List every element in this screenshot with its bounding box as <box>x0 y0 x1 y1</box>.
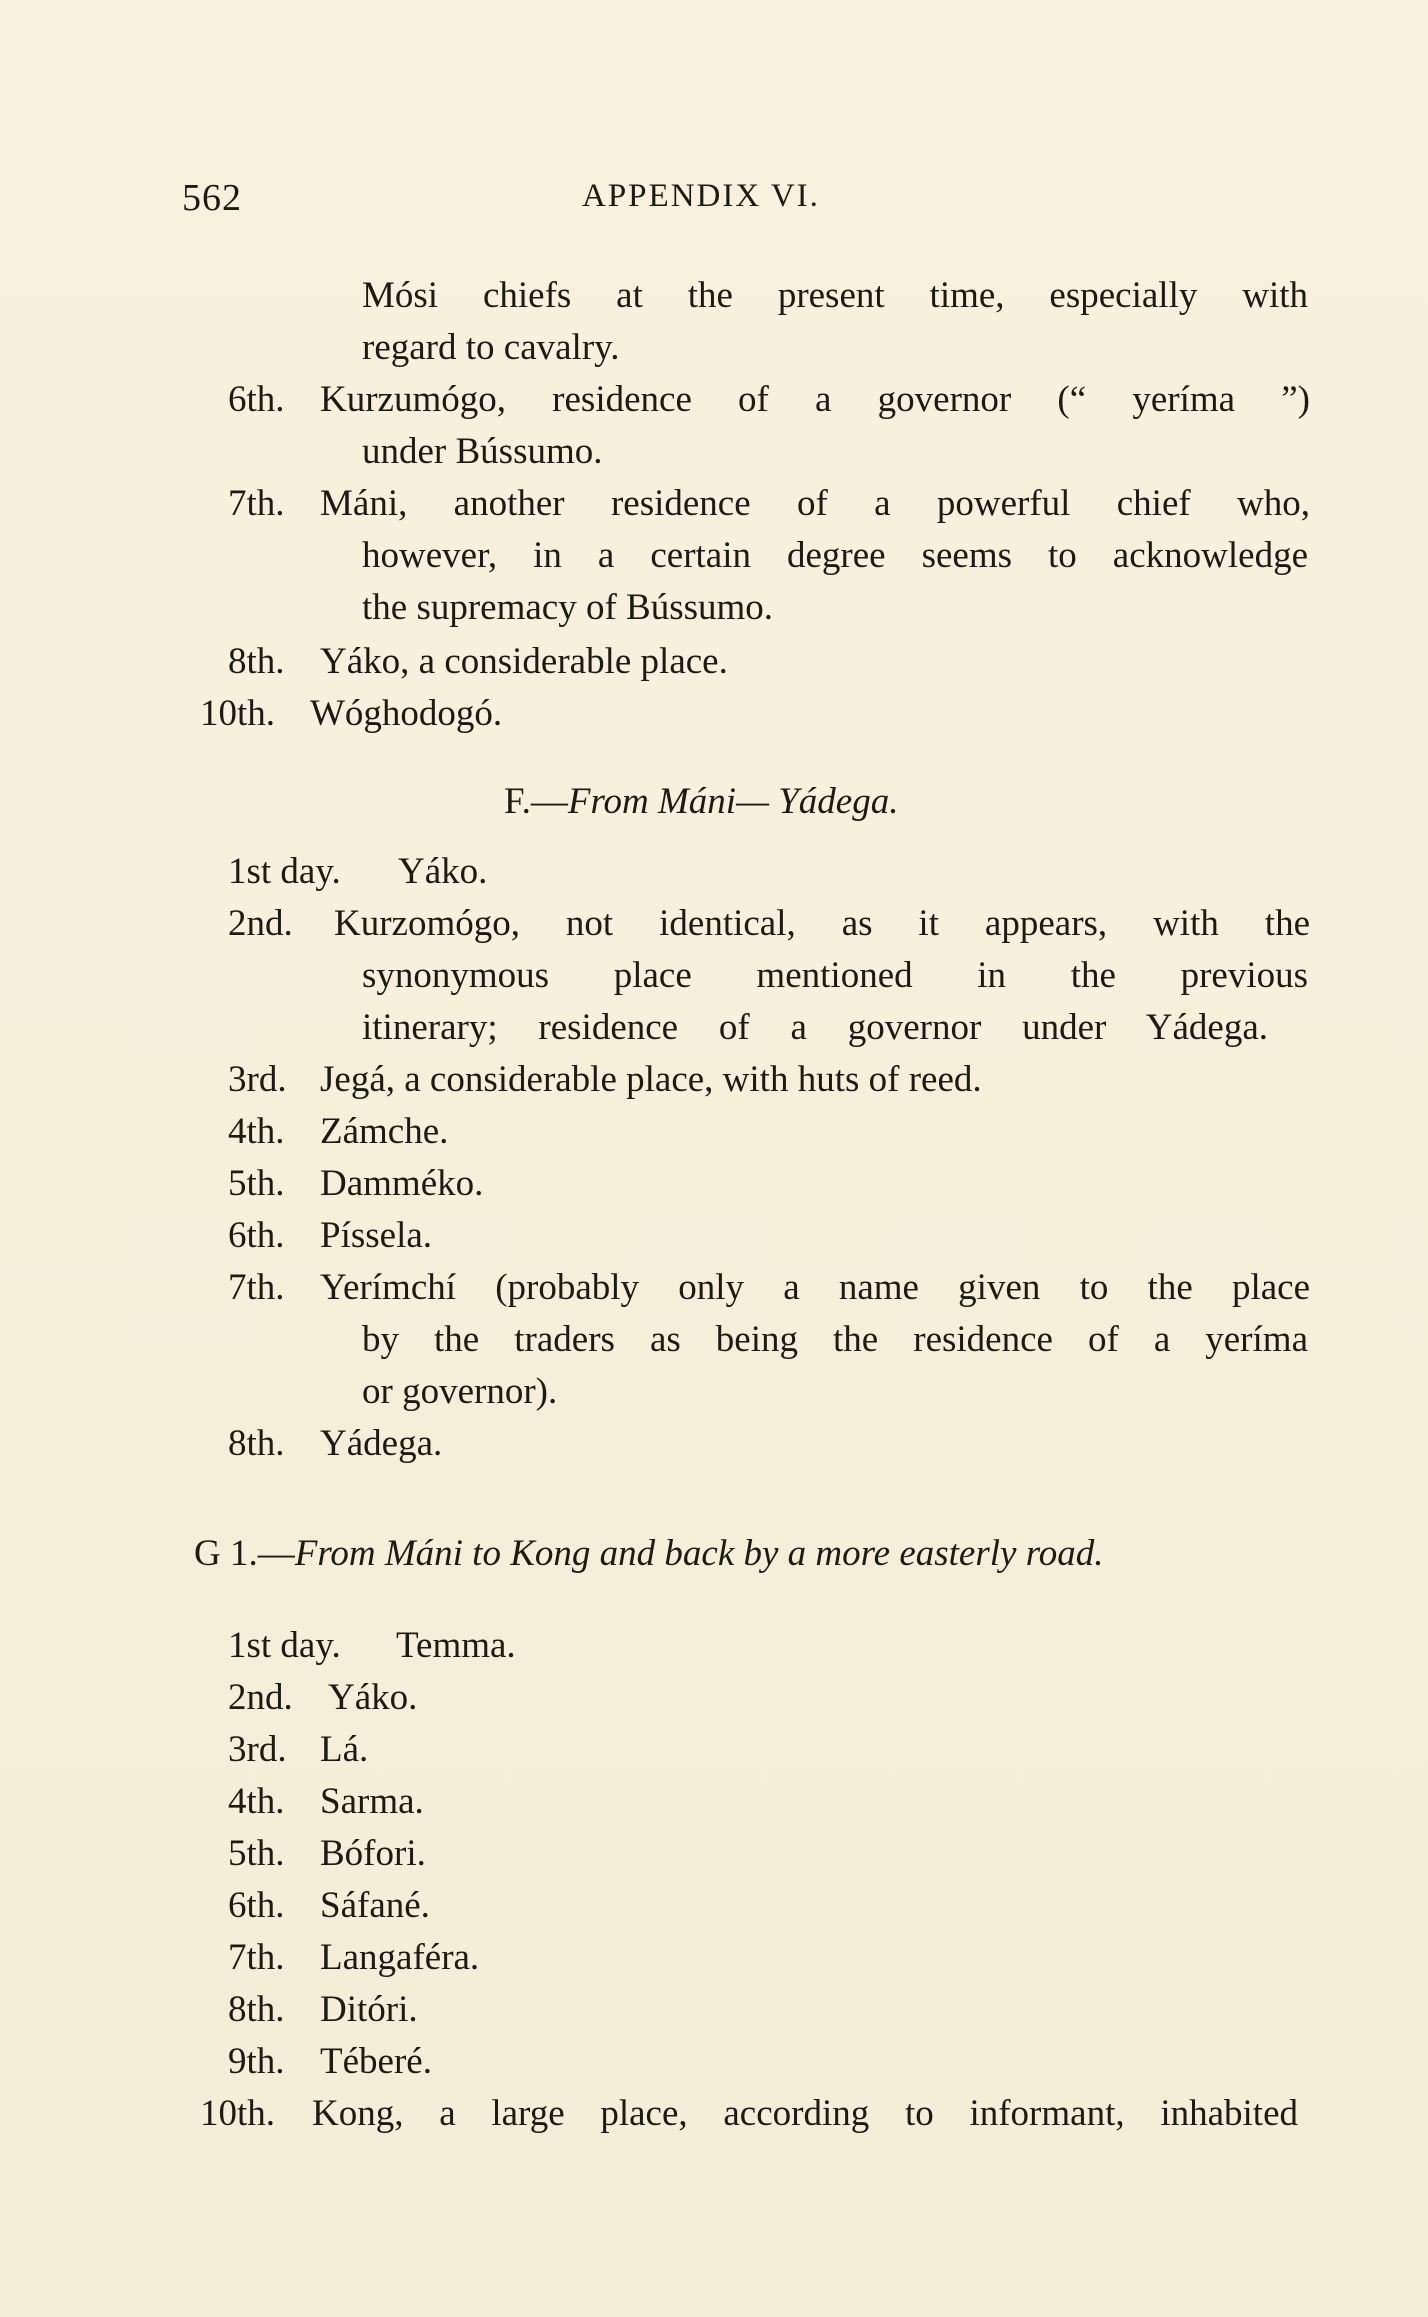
item-number: 2nd. <box>228 903 293 944</box>
item-text: Wóghodogó. <box>310 693 503 734</box>
item-text: Zámche. <box>320 1111 449 1152</box>
list-item <box>228 1210 432 1262</box>
item-text: Yerímchí (probably only a name given to the place <box>320 1267 1310 1308</box>
item-text: Sarma. <box>320 1781 424 1822</box>
item-text: Yáko. <box>328 1677 418 1718</box>
item-number: 3rd. <box>228 1729 287 1770</box>
section-label: F.— <box>504 781 568 822</box>
item-number: 7th. <box>228 1267 285 1308</box>
section-title: From Máni to Kong and back by a more easterly road. <box>294 1533 1104 1574</box>
item-continuation <box>362 950 1308 1054</box>
list-item <box>228 636 728 688</box>
list-item <box>228 1932 479 1984</box>
text-line: under Bússumo. <box>362 431 603 472</box>
section-title: From Máni— Yádega. <box>567 781 899 822</box>
item-number: 4th. <box>228 1781 285 1822</box>
item-text: Bófori. <box>320 1833 426 1874</box>
text-line: or governor). <box>362 1371 558 1412</box>
text-line: itinerary; residence of a governor under Yádega. <box>362 1007 1268 1048</box>
item-text: Jegá, a considerable place, with huts of reed. <box>320 1059 982 1100</box>
list-item <box>228 1054 982 1106</box>
item-number: 10th. <box>200 2093 276 2134</box>
page-number: 562 <box>182 177 242 219</box>
item-number: 3rd. <box>228 1059 287 1100</box>
item-number: 10th. <box>200 693 276 734</box>
list-item <box>228 2036 432 2088</box>
item-number: 1st day. <box>228 1625 341 1666</box>
list-item <box>228 846 487 898</box>
item-text: Píssela. <box>320 1215 433 1256</box>
list-item <box>228 1724 368 1776</box>
intro-text <box>362 270 1308 374</box>
text-line: by the traders as being the residence of a yeríma <box>362 1319 1308 1360</box>
item-text: Máni, another residence of a powerful chief who, <box>320 483 1310 524</box>
list-item <box>228 1620 516 1672</box>
item-text: Langaféra. <box>320 1937 480 1978</box>
item-text: Ditóri. <box>320 1989 418 2030</box>
item-text: Kurzomógo, not identical, as it appears, with the <box>334 903 1310 944</box>
list-item <box>228 478 1310 530</box>
item-number: 5th. <box>228 1163 285 1204</box>
item-continuation <box>362 530 1308 634</box>
item-text: Téberé. <box>320 2041 432 2082</box>
item-number: 7th. <box>228 483 285 524</box>
list-item <box>228 1880 430 1932</box>
list-item <box>228 374 1310 426</box>
list-item <box>228 898 1310 950</box>
page-header-title: APPENDIX VI. <box>582 178 820 214</box>
section-heading-g <box>194 1532 1308 1575</box>
item-text: Kong, a large place, according to informant, inhabited <box>312 2093 1298 2134</box>
item-number: 6th. <box>228 1215 285 1256</box>
list-item <box>200 688 503 740</box>
list-item <box>228 1418 442 1470</box>
list-item <box>228 1106 448 1158</box>
item-text: Lá. <box>320 1729 369 1770</box>
item-number: 6th. <box>228 379 285 420</box>
item-text: Yáko, a considerable place. <box>320 641 728 682</box>
item-number: 8th. <box>228 641 285 682</box>
item-text: Sáfané. <box>320 1885 430 1926</box>
list-item <box>228 1262 1310 1314</box>
section-label: G 1.— <box>194 1533 295 1574</box>
text-line: the supremacy of Bússumo. <box>362 587 774 628</box>
list-item <box>228 1158 483 1210</box>
list-item <box>228 1984 418 2036</box>
item-text: Kurzumógo, residence of a governor (“ yeríma ”) <box>320 379 1310 420</box>
item-number: 4th. <box>228 1111 285 1152</box>
item-number: 9th. <box>228 2041 285 2082</box>
item-number: 8th. <box>228 1423 285 1464</box>
item-text: Yáko. <box>398 851 488 892</box>
item-number: 2nd. <box>228 1677 293 1718</box>
item-number: 8th. <box>228 1989 285 2030</box>
item-number: 7th. <box>228 1937 285 1978</box>
item-text: Yádega. <box>320 1423 443 1464</box>
item-continuation <box>362 426 603 478</box>
item-number: 5th. <box>228 1833 285 1874</box>
list-item <box>228 1776 424 1828</box>
item-number: 1st day. <box>228 851 341 892</box>
item-text: Damméko. <box>320 1163 484 1204</box>
text-line: however, in a certain degree seems to acknowledge <box>362 535 1308 576</box>
list-item <box>228 1828 426 1880</box>
text-line: regard to cavalry. <box>362 327 620 368</box>
item-continuation <box>362 1314 1308 1418</box>
item-number: 6th. <box>228 1885 285 1926</box>
list-item <box>228 1672 417 1724</box>
list-item <box>200 2088 1298 2140</box>
item-text: Temma. <box>396 1625 516 1666</box>
running-head <box>182 176 1310 226</box>
text-line: synonymous place mentioned in the previous <box>362 955 1308 996</box>
text-line: Mósi chiefs at the present time, especially with <box>362 275 1308 316</box>
section-heading-f <box>504 780 898 823</box>
